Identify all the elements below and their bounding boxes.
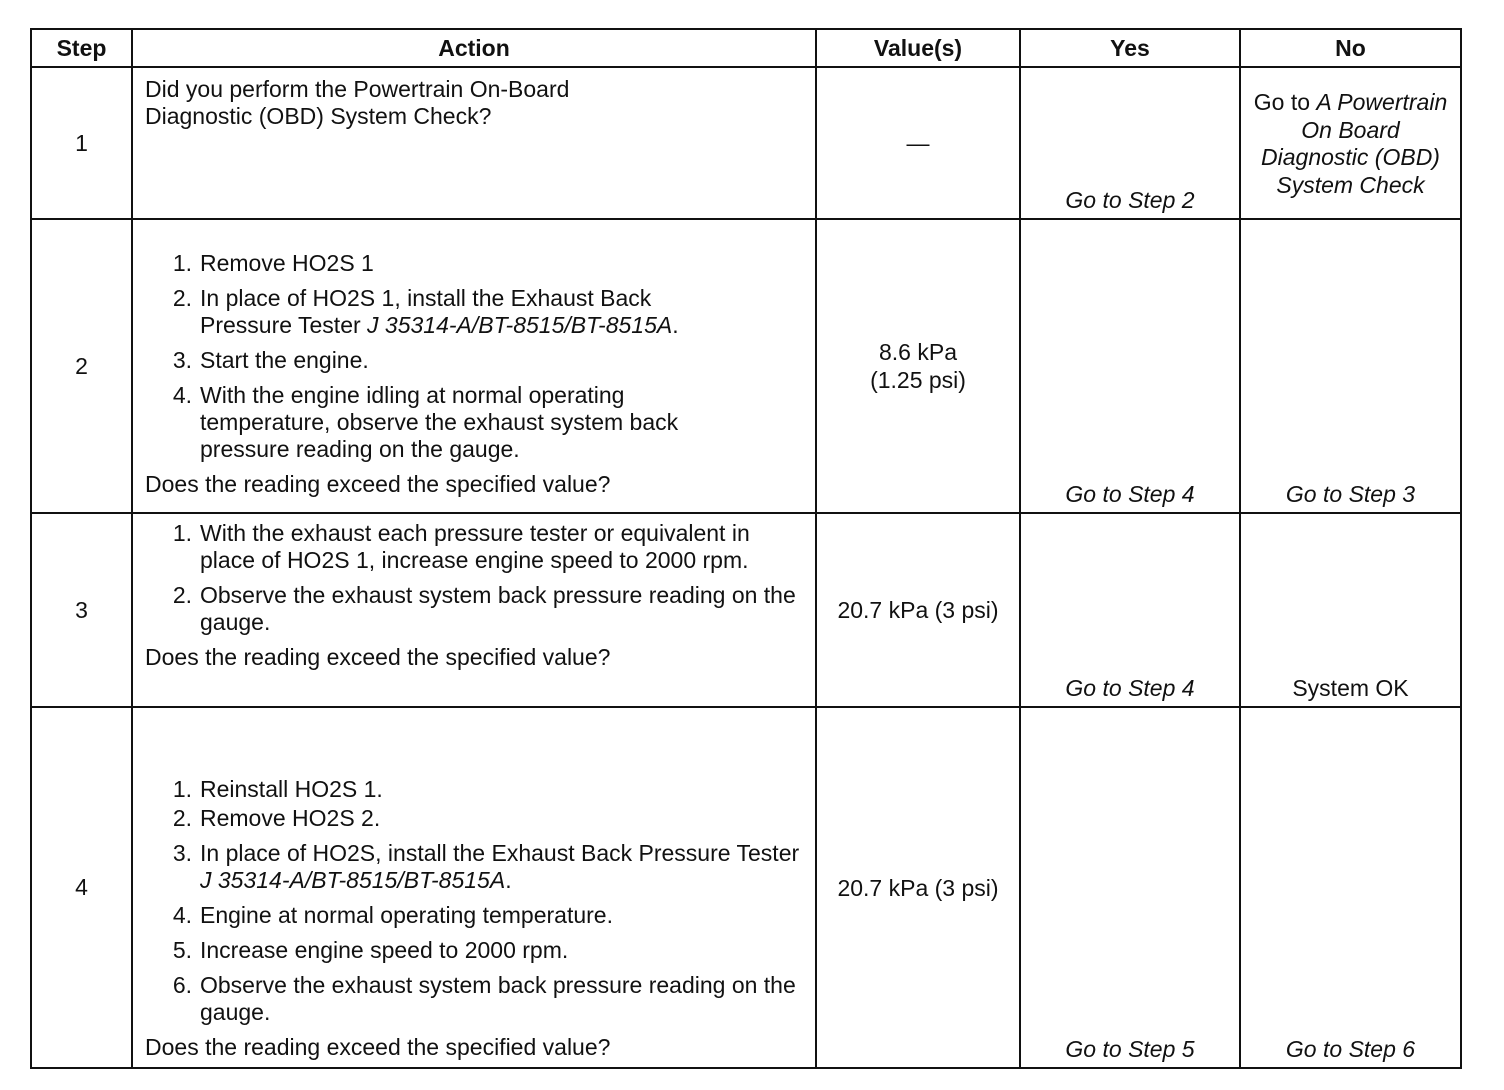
list-item: 1. With the exhaust each pressure tester or equivalent in place of HO2S 1, increase engine speed to 2000 rpm. [172,520,750,573]
no-cell: Go to Step 6 [1240,707,1461,1068]
action-question: Does the reading exceed the specified value? [145,644,611,670]
table-row [31,707,1461,1068]
header-row [31,29,1461,67]
yes-cell: Go to Step 4 [1020,513,1240,707]
no-cell [1240,67,1461,219]
no-link: A Powertrain On Board Diagnostic (OBD) System Check [1261,89,1448,198]
instruction-list [145,776,805,1026]
step-number: 1 [31,67,132,219]
action-question: Does the reading exceed the specified value? [145,1034,611,1060]
yes-cell: Go to Step 2 [1020,67,1240,219]
table-row [31,67,1461,219]
list-item: 3. Start the engine. [172,347,369,373]
list-item: 2. Remove HO2S 2. [172,805,381,831]
list-item: 1. Reinstall HO2S 1. [172,776,383,802]
list-item: 4. With the engine idling at normal operating temperature, observe the exhaust system back pressure reading on the gauge. [172,382,679,462]
yes-cell: Go to Step 4 [1020,219,1240,513]
header-yes: Yes [1020,29,1240,67]
list-item: 1. Remove HO2S 1 [172,250,374,276]
list-item: 6. Observe the exhaust system back pressure reading on the gauge. [172,972,796,1025]
list-item: 4. Engine at normal operating temperature. [172,902,613,928]
table-row [31,513,1461,707]
no-prefix: Go to [1253,89,1311,115]
step-number: 3 [31,513,132,707]
action-question: Does the reading exceed the specified value? [145,471,611,497]
action-cell [132,219,816,513]
list-item: 2. Observe the exhaust system back pressure reading on the gauge. [172,582,796,635]
tool-number: J 35314-A/BT-8515/BT-8515A [200,867,506,893]
no-cell: Go to Step 3 [1240,219,1461,513]
header-values: Value(s) [816,29,1020,67]
value-cell: 8.6 kPa (1.25 psi) [816,219,1020,513]
header-no: No [1240,29,1461,67]
list-item: 5. Increase engine speed to 2000 rpm. [172,937,569,963]
table-row [31,219,1461,513]
value-cell: 20.7 kPa (3 psi) [816,513,1020,707]
instruction-list [145,520,805,636]
list-item: 3. In place of HO2S, install the Exhaust Back Pressure Tester J 35314-A/BT-8515/BT-8515A. [172,840,800,893]
step-number: 2 [31,219,132,513]
instruction-list [145,250,805,463]
action-cell [132,67,816,219]
header-action: Action [132,29,816,67]
action-question: Did you perform the Powertrain On-Board Diagnostic (OBD) System Check? [145,76,570,129]
tool-number: J 35314-A/BT-8515/BT-8515A [367,312,673,338]
list-item: 2. In place of HO2S 1, install the Exhaust Back Pressure Tester J 35314-A/BT-8515/BT-8515A. [172,285,679,338]
value-cell: — [816,67,1020,219]
action-cell [132,513,816,707]
value-cell: 20.7 kPa (3 psi) [816,707,1020,1068]
step-number: 4 [31,707,132,1068]
diagnostic-table [30,28,1462,1069]
no-cell: System OK [1240,513,1461,707]
action-cell [132,707,816,1068]
yes-cell: Go to Step 5 [1020,707,1240,1068]
header-step: Step [31,29,132,67]
